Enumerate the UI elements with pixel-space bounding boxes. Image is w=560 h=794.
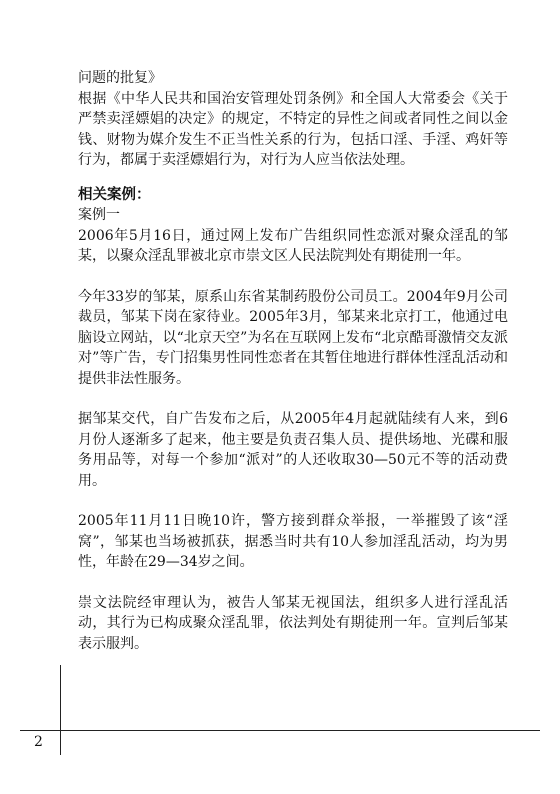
intro-paragraph: 根据《中华人民共和国治安管理处罚条例》和全国人大常委会《关于严禁卖淫嫖娼的决定》的规定，不特定的异性之间或者同性之间以金钱、财物为媒介发生不正当性关系的行为，包括口淫、手淫、鸡奸等行为，都属于卖淫嫖娼行为，对行为人应当依法处理。 [78,90,508,168]
case-paragraph: 崇文法院经审理认为，被告人邹某无视国法，组织多人进行淫乱活动，其行为已构成聚众淫乱罪，依法判处有期徒刑一年。宣判后邹某表示服判。 [78,594,508,652]
case-paragraph: 今年33岁的邹某，原系山东省某制药股份公司员工。2004年9月公司裁员，邹某下岗在家待业。2005年3月，邹某来北京打工，他通过电脑设立网站，以“北京天空”为名在互联网上发布“北京酷哥激情交友派对”等广告，专门招集男性同性恋者在其暂住地进行群体性淫乱活动和提供非法性服务。 [78,288,508,387]
footer-horizontal-rule [20,730,540,731]
page-number: 2 [34,734,43,750]
case-paragraph: 据邹某交代，自广告发布之后，从2005年4月起就陆续有人来，到6月份人逐渐多了起来，他主要是负责召集人员、提供场地、光碟和服务用品等，对每一个参加“派对”的人还收取30—50元不等的活动费用。 [78,411,508,489]
case-label: 案例一 [78,207,120,223]
case-paragraph: 2005年11月11日晚10许，警方接到群众举报，一举摧毁了该“淫窝”，邹某也当场被抓获，据悉当时共有10人参加淫乱活动，均为男性，年龄在29—34岁之间。 [78,513,508,570]
footer-vertical-rule [60,665,61,755]
intro-first-line: 问题的批复》 [78,70,162,86]
section-heading: 相关案例： [78,186,151,203]
page-body [78,68,508,654]
case-paragraph: 2006年5月16日，通过网上发布广告组织同性恋派对聚众淫乱的邹某，以聚众淫乱罪被北京市崇文区人民法院判处有期徒刑一年。 [78,227,508,264]
